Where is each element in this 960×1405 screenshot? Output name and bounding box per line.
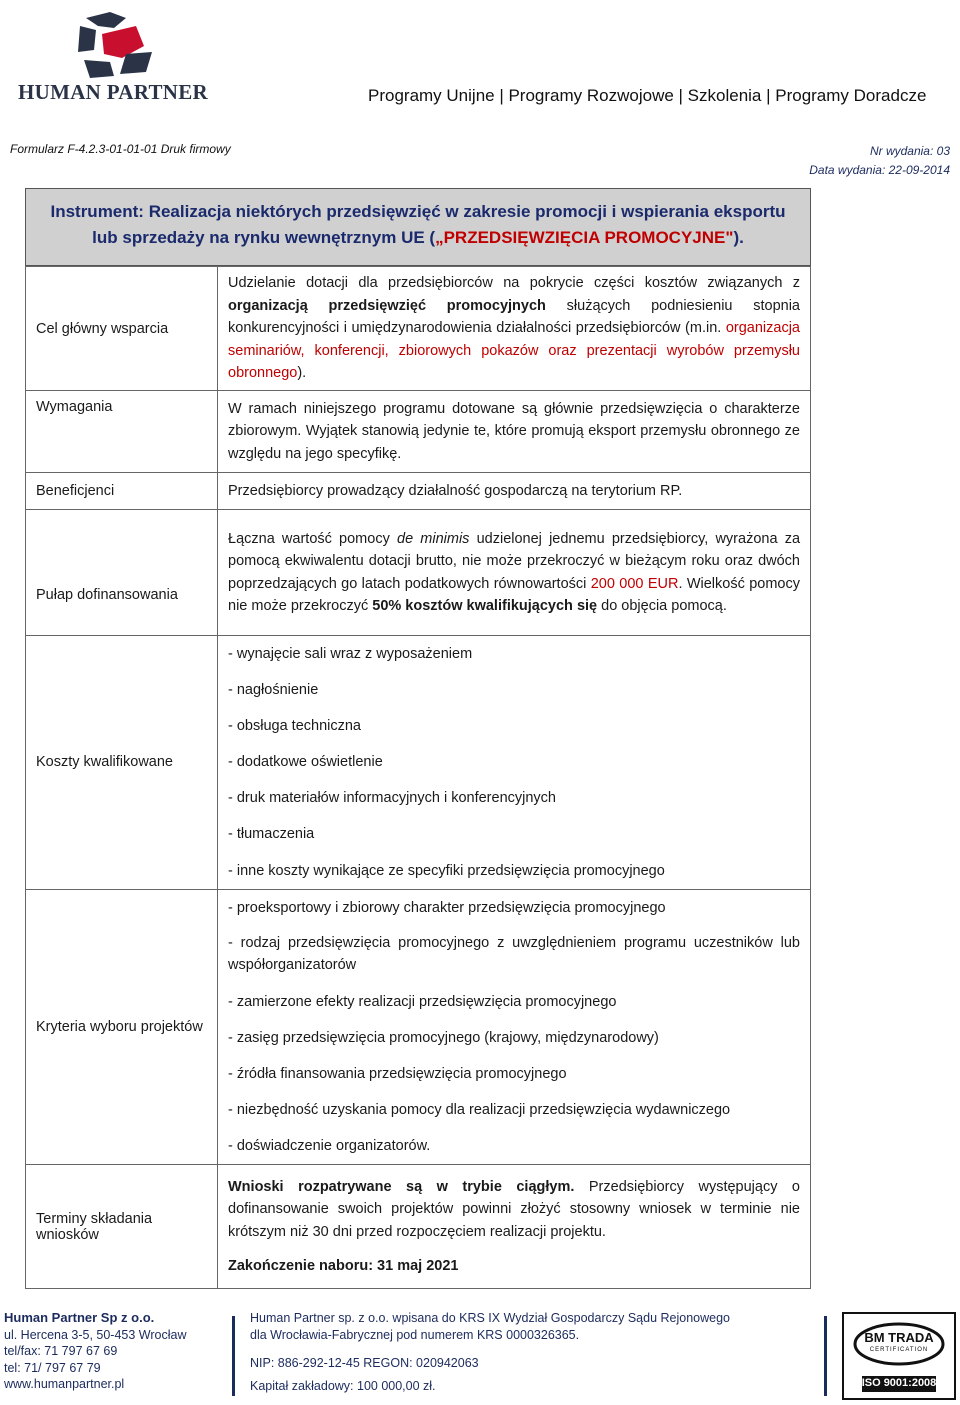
program-details-table [25,266,811,1289]
list-item: - nagłośnienie [228,682,319,699]
list-item: - druk materiałów informacyjnych i konferencyjnych [228,790,556,807]
cert-title: BM TRADA [864,1330,934,1345]
cel-text-2: służących podniesieniu stopnia konkurencyjności i umiędzynarodowienia działalności przedsiębiorców (m.in. [228,297,800,337]
row-kryteria [26,889,811,1165]
cel-text-1: Udzielanie dotacji dla przedsiębiorców na pokrycie części kosztów związanych z [228,275,800,292]
form-reference: Formularz F-4.2.3-01-01-01 Druk firmowy [10,142,231,156]
terminy-bold: Wnioski rozpatrywane są w trybie ciągłym. [228,1178,575,1195]
pulap-text-4: do objęcia pomocą. [597,598,727,614]
value-wymagania: W ramach niniejszego programu dotowane są głównie przedsięwzięcia o charakterze zbiorowym. Wyjątek stanowią jedynie te, które promują eksport przemysłu obronnego ze względu na jego specyfikę. [218,391,811,473]
issue-number: Nr wydania: 03 [869,144,950,158]
list-item: - zasięg przedsięwzięcia promocyjnego (krajowy, międzynarodowy) [228,1029,659,1046]
row-cel [26,267,811,391]
footer-krs-2: dla Wrocławia-Fabrycznej pod numerem KRS 0000326365. [250,1327,580,1342]
footer-company [4,1310,187,1327]
footer-divider [232,1316,235,1396]
list-item: - proeksportowy i zbiorowy charakter przedsięwzięcia promocyjnego [228,899,666,916]
issue-info [809,142,950,180]
pulap-text-2: udzielonej jednemu przedsiębiorcy, wyrażona za pomocą ekwiwalentu dotacji brutto, nie może przekroczyć w bieżącym roku oraz dwóch poprzedzających go latach podatkowych równowartości [228,530,801,592]
footer-registration [250,1310,730,1394]
list-item: - zamierzone efekty realizacji przedsięwzięcia promocyjnego [228,993,617,1010]
pulap-bold: 50% kosztów kwalifikujących się [372,598,598,614]
list-item: - obsługa techniczna [228,718,361,735]
cel-bold: organizacją przedsięwzięć promocyjnych [228,297,546,314]
list-item: - tłumaczenia [228,826,315,843]
row-terminy [26,1165,811,1289]
list-item: - inne koszty wynikające ze specyfiki przedsięwzięcia promocyjnego [228,862,665,879]
row-pulap [26,510,811,636]
list-item: - dodatkowe oświetlenie [228,754,383,771]
issue-date: Data wydania: 22-09-2014 [809,163,950,177]
label-terminy: Terminy składania wniosków [26,1165,218,1289]
page-footer [0,1310,960,1405]
label-cel: Cel główny wsparcia [26,267,218,391]
value-koszty [218,636,811,890]
value-pulap [218,510,811,636]
list-item: - wynajęcie sali wraz z wyposażeniem [228,646,473,662]
pulap-text-3: . Wielkość pomocy nie może przekroczyć [228,575,800,614]
footer-krs-1: Human Partner sp. z o.o. wpisana do KRS IX Wydział Gospodarczy Sądu Rejonowego [250,1311,730,1325]
footer-nip: NIP: 886-292-12-45 REGON: 020942063 [250,1356,479,1370]
deadline-text: Zakończenie naboru: 31 maj 2021 [228,1258,459,1275]
value-beneficjenci: Przedsiębiorcy prowadzący działalność gospodarczą na terytorium RP. [218,473,811,510]
logo-wordmark: HUMAN PARTNER [18,80,209,104]
label-koszty: Koszty kwalifikowane [26,636,218,890]
footer-website[interactable]: www.humanpartner.pl [4,1377,125,1391]
list-item: - rodzaj przedsięwzięcia promocyjnego z uwzględnieniem programu uczestników lub współorganizatorów [228,934,800,974]
cert-subtitle: CERTIFICATION [869,1347,929,1353]
label-pulap: Pułap dofinansowania [26,510,218,636]
pulap-amount: 200 000 EUR [590,575,679,592]
cert-iso: ISO 9001:2008 [861,1377,937,1389]
instrument-title [25,188,811,266]
footer-divider [824,1316,827,1396]
title-line-2 [26,225,810,251]
footer-contact [4,1310,187,1393]
pulap-italic: de minimis [397,530,470,547]
cel-text-4: ). [297,365,307,382]
footer-capital: Kapitał zakładowy: 100 000,00 zł. [250,1378,436,1393]
title-line-1: Instrument: Realizacja niektórych przedsięwzięć w zakresie promocji i wspierania eksportu [50,202,786,221]
footer-company-name: Human Partner Sp z o.o. [4,1310,155,1325]
header-nav: Programy Unijne | Programy Rozwojowe | Szkolenia | Programy Doradcze [368,86,927,105]
row-koszty [26,636,811,890]
row-wymagania [26,391,811,473]
value-kryteria [218,889,811,1165]
title-line-2-a: lub sprzedaży na rynku wewnętrznym UE ( [92,228,436,247]
deadline [228,1255,800,1278]
footer-tel: tel: 71/ 797 67 79 [4,1360,101,1375]
cel-red: organizacja seminariów, konferencji, zbiorowych pokazów oraz prezentacji wyrobów przemysłu obronnego [228,320,800,382]
terminy-paragraph [228,1176,800,1244]
label-kryteria: Kryteria wyboru projektów [26,889,218,1165]
value-cel [218,267,811,391]
list-item: - źródła finansowania przedsięwzięcia promocyjnego [228,1065,567,1082]
pulap-text-1: Łączna wartość pomocy [228,530,397,547]
logo-emblem-icon [18,6,218,86]
list-item: - niezbędność uzyskania pomocy dla realizacji przedsięwzięcia wydawniczego [228,1102,731,1119]
footer-address: ul. Hercena 3-5, 50-453 Wrocław [4,1327,187,1342]
title-line-2-b: ). [733,228,744,247]
row-beneficjenci [26,473,811,510]
value-terminy [218,1165,811,1289]
list-item: - doświadczenie organizatorów. [228,1138,431,1155]
footer-telfax: tel/fax: 71 797 67 69 [4,1344,118,1358]
title-highlight: „PRZEDSIĘWZIĘCIA PROMOCYJNE" [435,228,734,247]
label-beneficjenci: Beneficjenci [26,473,218,510]
terminy-text: Przedsiębiorcy występujący o dofinansowanie swoich projektów powinni złożyć stosowny wniosek w terminie nie krótszym niż 30 dni przed rozpoczęciem realizacji projektu. [228,1178,800,1240]
label-wymagania: Wymagania [26,391,218,473]
iso-certificate-badge [842,1312,956,1400]
